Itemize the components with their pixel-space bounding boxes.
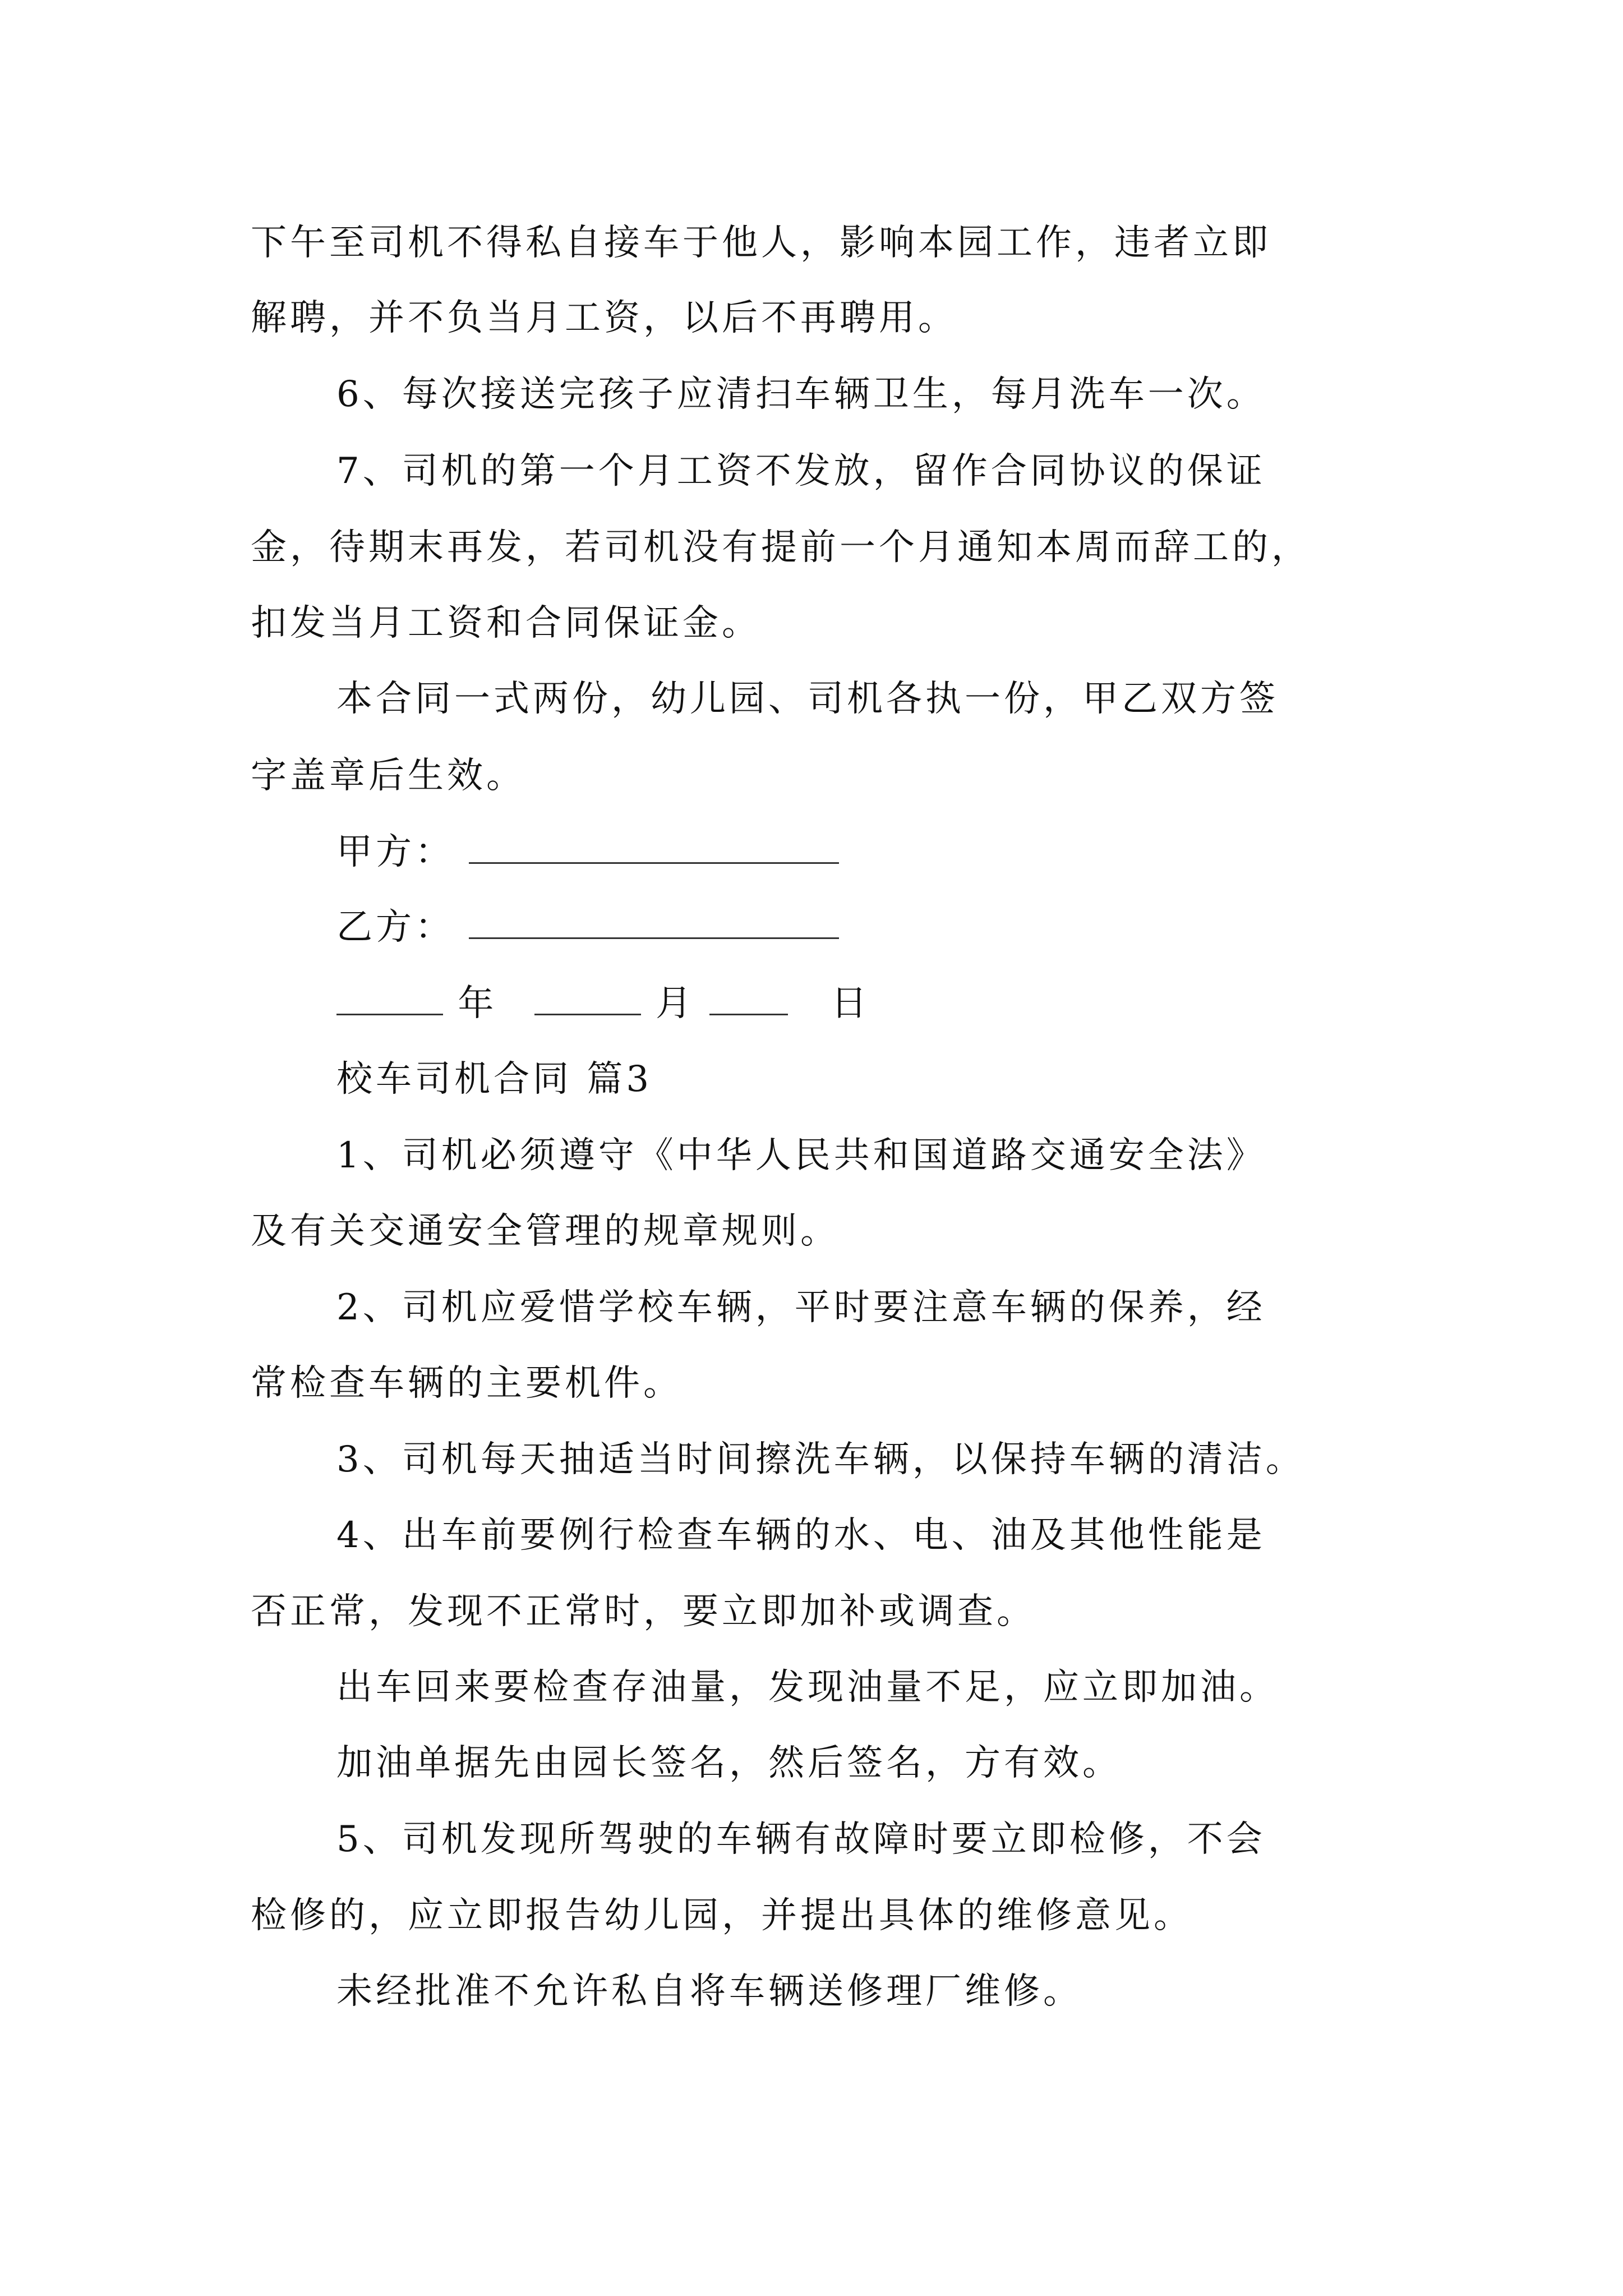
year-blank	[336, 981, 443, 1015]
paragraph-line: 解聘，并不负当月工资，以后不再聘用。	[251, 297, 957, 339]
party-a-signature-line	[336, 827, 839, 877]
paragraph-line: 1、司机必须遵守《中华人民共和国道路交通安全法》	[336, 1135, 1266, 1176]
party-a-label: 甲方：	[336, 831, 454, 873]
day-label: 日	[831, 983, 870, 1024]
paragraph-line: 扣发当月工资和合同保证金。	[251, 602, 761, 644]
paragraph-line: 加油单据先由园长签名，然后签名，方有效。	[336, 1742, 1122, 1784]
paragraph-line: 6、每次接送完孩子应清扫车辆卫生，每月洗车一次。	[336, 374, 1266, 415]
day-blank	[709, 981, 788, 1015]
paragraph-line: 常检查车辆的主要机件。	[251, 1363, 683, 1404]
paragraph-line: 下午至司机不得私自接车于他人，影响本园工作，违者立即	[251, 222, 1271, 264]
paragraph-line: 检修的，应立即报告幼儿园，并提出具体的维修意见。	[251, 1895, 1193, 1936]
paragraph-line: 字盖章后生效。	[251, 755, 525, 797]
paragraph-line: 否正常，发现不正常时，要立即加补或调查。	[251, 1591, 1036, 1632]
paragraph-line: 及有关交通安全管理的规章规则。	[251, 1211, 840, 1252]
paragraph-line: 未经批准不允许私自将车辆送修理厂维修。	[336, 1971, 1082, 2012]
paragraph-line: 3、司机每天抽适当时间擦洗车辆，以保持车辆的清洁。	[336, 1439, 1305, 1480]
month-label: 月	[656, 983, 695, 1024]
paragraph-line: 4、出车前要例行检查车辆的水、电、油及其他性能是	[336, 1515, 1266, 1556]
paragraph-line: 金，待期末再发，若司机没有提前一个月通知本周而辞工的，	[251, 527, 1311, 568]
party-b-blank	[469, 905, 839, 939]
paragraph-line: 本合同一式两份，幼儿园、司机各执一份，甲乙双方签	[336, 678, 1279, 720]
paragraph-line: 5、司机发现所驾驶的车辆有故障时要立即检修，不会	[336, 1819, 1266, 1860]
party-a-blank	[469, 830, 839, 864]
paragraph-line: 出车回来要检查存油量，发现油量不足，应立即加油。	[336, 1667, 1279, 1708]
paragraph-line: 7、司机的第一个月工资不发放，留作合同协议的保证	[336, 450, 1266, 492]
month-blank	[534, 981, 641, 1015]
section-title: 校车司机合同 篇3	[336, 1059, 653, 1100]
year-label: 年	[458, 983, 497, 1024]
party-b-label: 乙方：	[336, 907, 454, 948]
date-line	[336, 978, 870, 1029]
paragraph-line: 2、司机应爱惜学校车辆，平时要注意车辆的保养，经	[336, 1287, 1266, 1328]
party-b-signature-line	[336, 902, 839, 953]
